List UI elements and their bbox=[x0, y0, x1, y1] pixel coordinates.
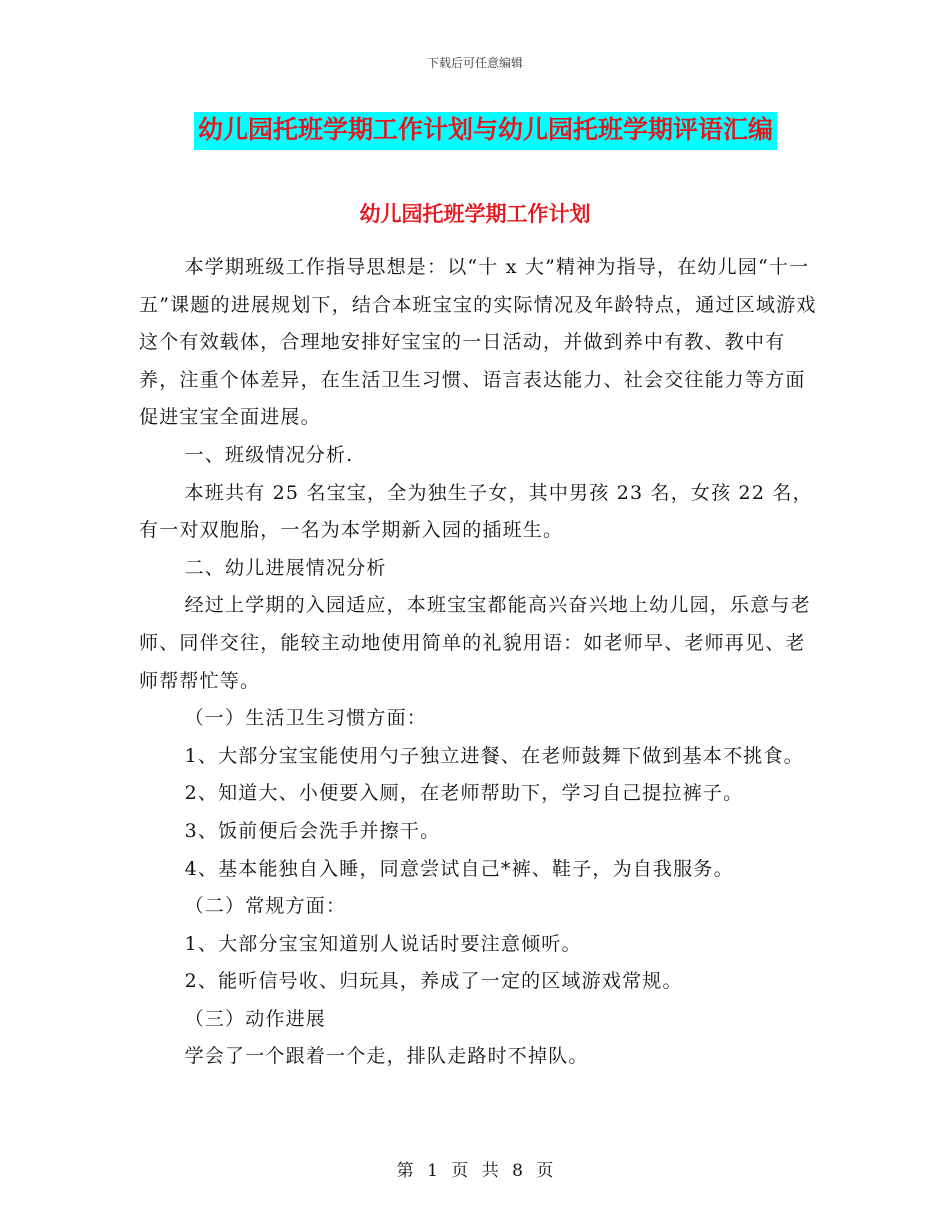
list-item: 1、大部分宝宝知道别人说话时要注意倾听。 bbox=[184, 932, 582, 955]
list-item: 2、能听信号收、归玩具，养成了一定的区域游戏常规。 bbox=[184, 970, 683, 993]
subheading-hygiene: （一）生活卫生习惯方面： bbox=[184, 707, 427, 730]
page-number: 第 1 页 共 8 页 bbox=[396, 1161, 554, 1181]
document-main-title: 幼儿园托班学期工作计划与幼儿园托班学期评语汇编 bbox=[194, 112, 777, 150]
document-body bbox=[139, 249, 819, 1076]
list-item: 4、基本能独自入睡，同意尝试自己*裤、鞋子，为自我服务。 bbox=[184, 857, 734, 880]
subheading-motor: （三）动作进展 bbox=[184, 1007, 326, 1030]
paragraph-motor: 学会了一个跟着一个走，排队走路时不掉队。 bbox=[184, 1045, 589, 1068]
paragraph-adaptation: 经过上学期的入园适应，本班宝宝都能高兴奋兴地上幼儿园，乐意与老师、同伴交往，能较主动地使用简单的礼貌用语：如老师早、老师再见、老师帮帮忙等。 bbox=[139, 594, 811, 692]
list-item: 3、饭前便后会洗手并擦干。 bbox=[184, 819, 441, 842]
paragraph-guiding-idea: 本学期班级工作指导思想是：以“十 x 大”精神为指导，在幼儿园“十一五”课题的进展规划下，结合本班宝宝的实际情况及年龄特点，通过区域游戏这个有效载体，合理地安排好宝宝的一日活动，并做到养中有教、教中有养，注重个体差异，在生活卫生习惯、语言表达能力、社会交往能力等方面促进宝宝全面进展。 bbox=[139, 256, 817, 429]
section-title: 幼儿园托班学期工作计划 bbox=[359, 201, 591, 226]
list-item: 1、大部分宝宝能使用勺子独立进餐、在老师鼓舞下做到基本不挑食。 bbox=[184, 744, 804, 767]
header-note: 下载后可任意编辑 bbox=[426, 56, 523, 70]
paragraph-class-stats: 本班共有 25 名宝宝，全为独生子女，其中男孩 23 名，女孩 22 名，有一对双胞胎，一名为本学期新入园的插班生。 bbox=[139, 481, 813, 542]
list-item: 2、知道大、小便要入厕，在老师帮助下，学习自己提拉裤子。 bbox=[184, 782, 744, 805]
subheading-routine: （二）常规方面： bbox=[184, 895, 347, 918]
heading-class-analysis: 一、班级情况分析. bbox=[184, 443, 354, 466]
heading-child-progress: 二、幼儿进展情况分析 bbox=[184, 556, 387, 579]
